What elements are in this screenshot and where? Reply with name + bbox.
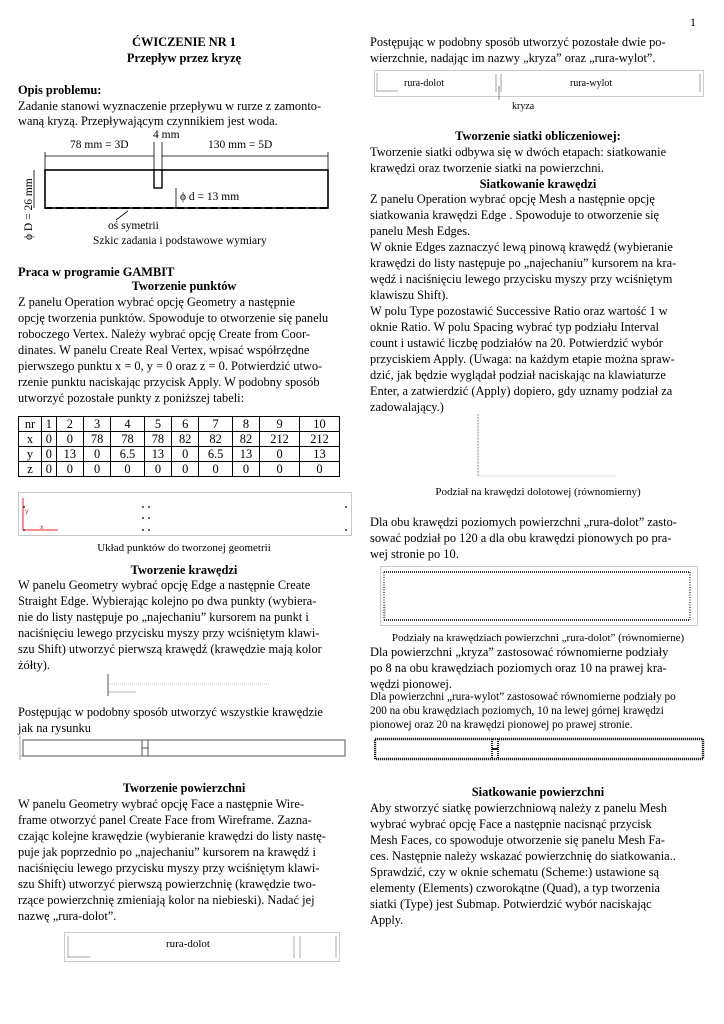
table-row [19, 462, 340, 477]
inlet-edge-caption: Podział na krawędzi dolotowej (równomierny) [435, 486, 641, 498]
face-mesh-line: wybrać wybrać opcję Face a następnie nacisnąć przycisk [370, 817, 652, 831]
table-cell: 82 [199, 432, 233, 447]
edges-line: Straight Edge. Wybierając kolejno po dwa punkty (wybiera- [18, 594, 317, 608]
table-cell: 5 [144, 417, 171, 432]
kryza-line: wędzi pionowej. [370, 677, 452, 691]
table-cell: 82 [172, 432, 199, 447]
edge-mesh-line: Enter, a zatwierdzić (Apply) dopiero, gdy uznamy podział za [370, 384, 673, 398]
points-line: rzenie punktu naciskając przycisk Apply. W podobny sposób [18, 375, 320, 389]
edge-mesh-heading: Siatkowanie krawędzi [479, 177, 597, 191]
edge-mesh-line: count i ustawić liczbę podziałów na 20. Potwierdzić wybór [370, 336, 663, 350]
vertex-point [148, 529, 150, 531]
table-cell: 0 [144, 462, 171, 477]
edges-line: naciśnięciu lewego przycisku myszy przy wciśniętym klawi- [18, 626, 320, 640]
table-cell: 0 [199, 462, 233, 477]
points-line: roboczego Vertex. Należy wybrać opcję Create from Coor- [18, 327, 310, 341]
table-cell: nr [19, 417, 42, 432]
vertex-point [142, 506, 144, 508]
edge-mesh-line: siatkowania krawędzi Edge . Spowoduje to otworzenie się [370, 208, 660, 222]
table-cell: 212 [300, 432, 340, 447]
edges-heading: Tworzenie krawędzi [130, 563, 238, 577]
face-mesh-line: Sprawdzić, czy w oknie schematu (Scheme:) ustawione są [370, 865, 660, 879]
vertex-point [148, 506, 150, 508]
both-edges-line: Dla obu krawędzi poziomych powierzchni „rura-dolot” zasto- [370, 515, 677, 529]
page-number: 1 [690, 15, 696, 29]
face-mesh-heading: Siatkowanie powierzchni [471, 785, 605, 799]
edge-mesh-line: krawędzi do listy następuje po „najechaniu” kursorem na kra- [370, 256, 677, 270]
table-cell: 9 [260, 417, 300, 432]
vertex-point [142, 529, 144, 531]
table-cell: 0 [42, 462, 57, 477]
table-cell: 0 [172, 462, 199, 477]
kryza-line: Dla powierzchni „kryza” zastosować równomierne podziały [370, 645, 669, 659]
intro-line: Postępując w podobny sposób utworzyć pozostałe dwie po- [370, 35, 666, 49]
table-cell: 0 [260, 447, 300, 462]
edge-mesh-line: dzić, jak będzie wyglądał podział naciskając na klawiaturze [370, 368, 666, 382]
points-line: pierwszego punktu x = 0, y = 0 oraz z = 0. Potwierdzić utwo- [18, 359, 323, 373]
edges2-line: Postępując w podobny sposób utworzyć wszystkie krawędzie [18, 705, 323, 719]
vertex-point [142, 517, 144, 519]
table-cell: 78 [83, 432, 110, 447]
table-cell: y [19, 447, 42, 462]
edge-mesh-line: przyciskiem Apply. (Uwaga: na każdym etapie można spraw- [370, 352, 675, 366]
exercise-subtitle: Przepływ przez kryzę [126, 51, 242, 65]
face-mesh-line: Mesh Faces, co spowoduje otworzenie się panelu Mesh Fa- [370, 833, 665, 847]
points-line: Z panelu Operation wybrać opcję Geometry a następnie [18, 295, 295, 309]
edge-mesh-line: zadowalający.) [370, 400, 444, 414]
symmetry-axis-label: oś symetrii [108, 220, 159, 232]
problem-heading: Opis problemu: [18, 83, 102, 97]
all-edges-screenshot [18, 734, 350, 764]
table-cell: 0 [300, 462, 340, 477]
table-cell: 0 [56, 462, 83, 477]
dim-4mm: 4 mm [153, 129, 180, 141]
points-line: opcję tworzenia punktów. Spowoduje to otworzenie się panelu [18, 311, 329, 325]
faces-screenshot [374, 70, 706, 114]
table-cell: 6.5 [111, 447, 145, 462]
axis-x-label: x [40, 524, 44, 531]
table-cell: 212 [260, 432, 300, 447]
table-cell: 13 [56, 447, 83, 462]
table-cell: 3 [83, 417, 110, 432]
table-cell: 6 [172, 417, 199, 432]
face-mesh-line: siatki (Type) jest Submap. Potwierdzić wybór naciskając [370, 897, 652, 911]
vertex-point [23, 529, 25, 531]
table-cell: x [19, 432, 42, 447]
table-cell: z [19, 462, 42, 477]
all-faces-divisions-screenshot [374, 736, 706, 762]
points-line: dinates. W panelu Create Real Vertex, wpisać współrzędne [18, 343, 310, 357]
intro-line: wierzchnie, nadając im nazwy „kryza” oraz „rura-wylot”. [370, 51, 656, 65]
table-cell: 0 [83, 462, 110, 477]
vertex-point [345, 506, 347, 508]
edges-line: W panelu Geometry wybrać opcję Edge a następnie Create [18, 578, 311, 592]
face-label-rura-wylot: rura-wylot [570, 78, 613, 89]
table-cell: 78 [111, 432, 145, 447]
table-cell: 0 [232, 462, 259, 477]
axis-y-label: y [25, 508, 29, 515]
table-cell: 2 [56, 417, 83, 432]
points-line: utworzyć pozostałe punkty z poniższej tabeli: [18, 391, 245, 405]
points-screenshot [18, 492, 352, 536]
dim-78: 78 mm = 3D [70, 139, 129, 151]
table-cell: 7 [199, 417, 233, 432]
inlet-edge-mesh-screenshot [470, 410, 620, 480]
faces-line: szu Shift) utworzyć pierwszą powierzchnię (krawędzie two- [18, 877, 316, 891]
gambit-heading: Praca w programie GAMBIT [18, 265, 175, 279]
table-cell: 4 [111, 417, 145, 432]
vertex-point [23, 506, 25, 508]
face-mesh-line: elementy (Elements) czworokątne (Quad), a typ tworzenia [370, 881, 661, 895]
kryza-line: po 8 na obu krawędziach poziomych oraz 10 na prawej kra- [370, 661, 667, 675]
problem-line: waną kryzą. Przepływającym czynnikiem jest woda. [18, 114, 278, 128]
face-label-kryza: kryza [512, 101, 535, 112]
edges-line: żółty). [18, 658, 50, 672]
table-cell: 13 [144, 447, 171, 462]
table-row [19, 432, 340, 447]
dim-130: 130 mm = 5D [208, 139, 273, 151]
vertex-point [148, 517, 150, 519]
edges2-line: jak na rysunku [18, 721, 91, 735]
mesh-heading: Tworzenie siatki obliczeniowej: [455, 129, 621, 143]
table-cell: 8 [232, 417, 259, 432]
edges-line: nie do listy następuje po „najechaniu” kursorem na punkt i [18, 610, 309, 624]
rura-dolot-divisions-caption: Podziały na krawędziach powierzchni „rura-dolot” (równomierne) [391, 632, 685, 644]
table-cell: 0 [83, 447, 110, 462]
edge-mesh-line: W polu Type pozostawić Successive Ratio oraz wartość 1 w [370, 304, 668, 318]
table-cell: 13 [232, 447, 259, 462]
edge-mesh-line: oknie Ratio. W polu Spacing wybrać typ podziału Interval [370, 320, 659, 334]
first-edge-screenshot [102, 672, 272, 700]
faces-line: rzące powierzchnię zmieniają kolor na niebieski). Nadać jej [18, 893, 315, 907]
orifice-sketch [18, 128, 350, 248]
problem-line: Zadanie stanowi wyznaczenie przepływu w rurze z zamonto- [18, 99, 322, 113]
table-cell: 10 [300, 417, 340, 432]
edge-mesh-line: W oknie Edges zaznaczyć lewą pinową krawędź (wybieranie [370, 240, 673, 254]
faces-heading: Tworzenie powierzchni [122, 781, 246, 795]
table-cell: 1 [42, 417, 57, 432]
rura-dolot-divisions-screenshot [380, 566, 698, 626]
table-cell: 13 [300, 447, 340, 462]
mesh-line: Tworzenie siatki odbywa się w dwóch etapach: siatkowanie [370, 145, 667, 159]
edge-mesh-line: wędź i naciśnięciu lewego przycisku myszy przy wciśniętym [370, 272, 673, 286]
dim-D: ϕ D = 26 mm [23, 178, 35, 240]
mesh-line: krawędzi oraz tworzenie siatki na powierzchni. [370, 161, 604, 175]
table-cell: 0 [42, 432, 57, 447]
face-label-rura-dolot: rura-dolot [404, 78, 444, 89]
sketch-caption: Szkic zadania i podstawowe wymiary [93, 235, 267, 247]
wylot-line: pionowej oraz 20 na krawędzi pionowej po prawej stronie. [370, 719, 633, 731]
faces-line: puje jak poprzednio po „najechaniu” kursorem na krawędź i [18, 845, 316, 859]
face-mesh-line: Aby stworzyć siatkę powierzchniową należy z panelu Mesh [370, 801, 667, 815]
wylot-line: Dla powierzchni „rura-wylot” zastosować równomierne podziały po [370, 691, 676, 703]
points-caption: Układ punktów do tworzonej geometrii [97, 542, 271, 554]
table-row [19, 447, 340, 462]
both-edges-line: wej stronie po 10. [370, 547, 459, 561]
edge-mesh-line: panelu Mesh Edges. [370, 224, 471, 238]
table-cell: 78 [144, 432, 171, 447]
table-cell: 0 [42, 447, 57, 462]
edge-mesh-line: Z panelu Operation wybrać opcję Mesh a następnie opcję [370, 192, 655, 206]
face-rura-dolot-screenshot [64, 932, 340, 962]
table-cell: 82 [232, 432, 259, 447]
points-table [18, 416, 340, 477]
edge-mesh-line: klawiszu Shift). [370, 288, 449, 302]
face-label: rura-dolot [166, 938, 210, 950]
table-cell: 0 [172, 447, 199, 462]
faces-line: nazwę „rura-dolot”. [18, 909, 117, 923]
both-edges-line: sować podział po 120 a dla obu krawędzi pionowych po pra- [370, 531, 672, 545]
face-mesh-line: Apply. [370, 913, 404, 927]
table-cell: 0 [111, 462, 145, 477]
vertex-point [345, 529, 347, 531]
faces-line: czając kolejne krawędzie (wybieranie krawędzi do listy nastę- [18, 829, 326, 843]
points-heading: Tworzenie punktów [131, 279, 237, 293]
exercise-title: ĆWICZENIE NR 1 [132, 35, 236, 49]
edges-line: szu Shift) utworzyć pierwszą krawędź (krawędzie mają kolor [18, 642, 322, 656]
face-mesh-line: ces. Następnie należy wskazać powierzchnię do siatkowania.. [370, 849, 676, 863]
faces-line: frame otworzyć panel Create Face from Wireframe. Zazna- [18, 813, 312, 827]
table-cell: 0 [260, 462, 300, 477]
faces-line: naciśnięciu lewego przycisku myszy przy wciśniętym klawi- [18, 861, 320, 875]
wylot-line: 200 na obu krawędziach poziomych, 10 na lewej górnej krawędzi [370, 705, 664, 717]
table-cell: 6.5 [199, 447, 233, 462]
table-cell: 0 [56, 432, 83, 447]
table-row [19, 417, 340, 432]
faces-line: W panelu Geometry wybrać opcję Face a następnie Wire- [18, 797, 304, 811]
dim-d: ϕ d = 13 mm [180, 191, 240, 203]
